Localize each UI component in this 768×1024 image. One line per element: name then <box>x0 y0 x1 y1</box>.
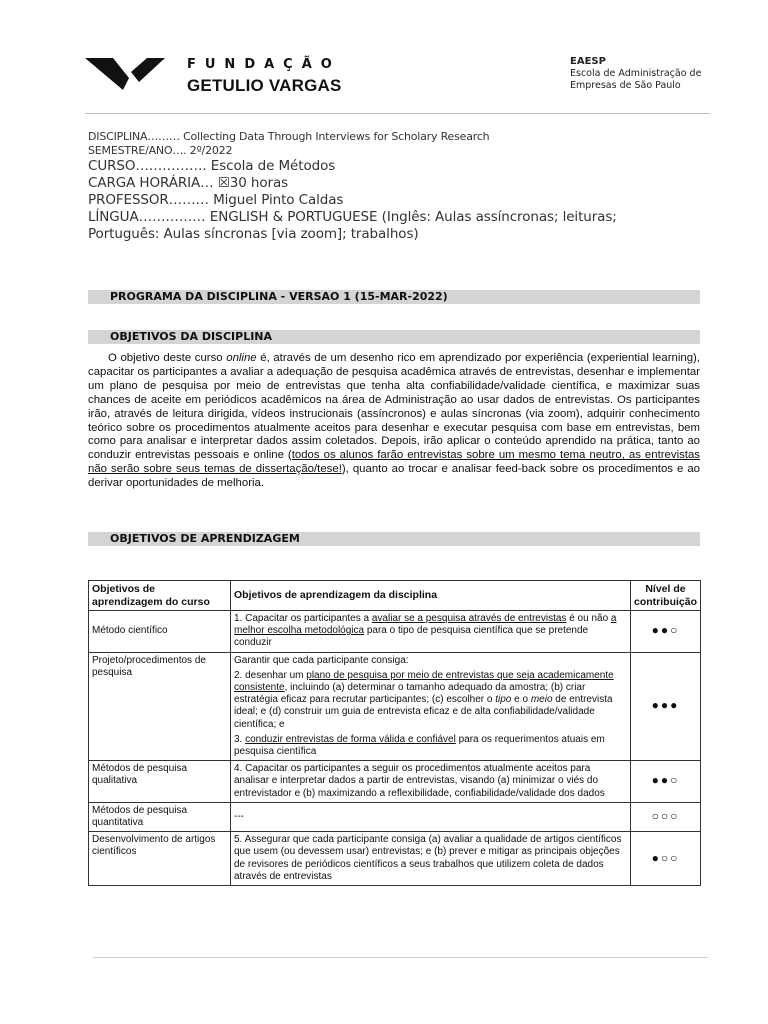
meta-professor: PROFESSOR……… Miguel Pinto Caldas <box>88 192 344 208</box>
table-row <box>89 802 701 831</box>
school-abbr: EAESP <box>570 56 606 67</box>
meta-disciplina: DISCIPLINA……… Collecting Data Through Interviews for Scholary Research <box>88 130 490 143</box>
org-name-line1: FUNDAÇÃO <box>187 57 341 72</box>
course-objective: Projeto/procedimentos de pesquisa <box>89 652 231 761</box>
course-meta <box>88 130 617 243</box>
contribution-level <box>630 761 700 803</box>
table-row <box>89 761 701 803</box>
table-row <box>89 652 701 761</box>
course-objective: Desenvolvimento de artigos científicos <box>89 832 231 886</box>
objective-text: para os requerimentos atuais em pesquisa científica <box>234 733 605 758</box>
discipline-objective <box>231 652 631 761</box>
learning-objectives-table <box>88 580 701 886</box>
org-name-line2: GETULIO VARGAS <box>187 76 342 95</box>
section-aprendizagem: OBJETIVOS DE APRENDIZAGEM <box>88 532 700 546</box>
discipline-objective <box>231 611 631 653</box>
table-row <box>89 611 701 653</box>
header-divider <box>85 113 710 114</box>
course-objective: Métodos de pesquisa qualitativa <box>89 761 231 803</box>
header-course-objectives: Objetivos de aprendizagem do curso <box>89 581 231 611</box>
section-programa: PROGRAMA DA DISCIPLINA - VERSAO 1 (15-MAR-2022) <box>88 290 700 304</box>
objectives-paragraph <box>88 352 700 491</box>
objective-text: 3. <box>234 733 246 745</box>
contribution-level <box>630 652 700 761</box>
school-name <box>570 56 701 92</box>
level-dots: ●●○ <box>651 773 680 788</box>
para-italic-online: online <box>226 352 257 364</box>
course-objective: Método científico <box>89 611 231 653</box>
objective-text: 2. desenhar um <box>234 669 307 681</box>
objective-text: 1. Capacitar os participantes a <box>234 613 372 624</box>
objective-underlined: plano de pesquisa por meio de entrevistas que seja academicamente consistente <box>234 669 614 694</box>
objective-underlined: a melhor escolha metodológica <box>234 613 617 637</box>
objective-intro: Garantir que cada participante consiga: <box>234 654 409 666</box>
school-line1: Escola de Administração de <box>570 68 702 79</box>
meta-carga: CARGA HORÁRIA… ☒30 horas <box>88 175 289 191</box>
level-dots: ●●○ <box>651 623 680 638</box>
para-text-1: O objetivo deste curso <box>108 352 227 364</box>
level-dots: ●●● <box>651 698 680 713</box>
header-contribution-level: Nível de contribuição <box>630 581 700 611</box>
table-row <box>89 832 701 886</box>
level-dots: ●○○ <box>651 850 680 865</box>
objective-underlined: avaliar se a pesquisa através de entrevistas <box>371 613 567 624</box>
para-text-2: é, através de um desenho rico em aprendizado por experiência (experiential learning), capacitar os participantes a avaliar a adequação de pesquisa acadêmica através de entrevistas, desenhar e implementar um plano de pesquisa por meio de entrevistas que tenha alta confiabilidade/validade científica, e maximizar suas chances de aceite em periódicos acadêmicos na área de Administração ao usar dados de entrevistas. Os participantes irão, através de leitura dirigida, vídeos instrucionais (assíncronos) e aulas síncronas (via zoom), adquirir conhecimento teórico sobre os procedimentos atualmente aceitos para desenhar e executar pesquisa com base em entrevistas, bem como para analisar e interpretar dados assim coletados. Depois, irão aplicar o conteúdo aprendido na prática, tanto ao conduzir entrevistas pessoais e online ( <box>88 352 700 462</box>
meta-lingua-line2: Português: Aulas síncronas [via zoom]; trabalhos) <box>88 226 419 242</box>
contribution-level <box>630 802 700 831</box>
footer-divider <box>93 957 708 958</box>
objective-italic: meio <box>530 694 553 706</box>
para-text-3: ), quanto ao trocar e analisar feed-back sobre os procedimentos e ao derivar oportunidades de melhoria. <box>88 463 700 490</box>
meta-curso: CURSO……………. Escola de Métodos <box>88 158 336 174</box>
discipline-objective: --- <box>231 802 631 831</box>
objective-text: para o tipo de pesquisa científica que se pretende conduzir <box>234 625 589 649</box>
objective-text: e o <box>511 694 531 706</box>
objective-italic: tipo <box>495 694 512 706</box>
discipline-objective: 5. Assegurar que cada participante consiga (a) avaliar a qualidade de artigos científicos que usem (ou devessem usar) entrevistas; e (b) prever e mitigar as principais objeções de revisores de periódicos científicos a seus trabalhos que utilizem coleta de dados através de entrevistas <box>231 832 631 886</box>
level-dots: ○○○ <box>651 808 680 823</box>
objective-underlined: conduzir entrevistas de forma válida e confiável <box>245 733 456 745</box>
school-line2: Empresas de São Paulo <box>570 80 681 91</box>
header-discipline-objectives: Objetivos de aprendizagem da disciplina <box>231 581 631 611</box>
contribution-level <box>630 611 700 653</box>
objective-text: é ou não <box>566 613 611 624</box>
para-underlined-note: todos os alunos farão entrevistas sobre um mesmo tema neutro, as entrevistas não serão sobre seus temas de dissertação/tese! <box>88 449 700 476</box>
discipline-objective: 4. Capacitar os participantes a seguir os procedimentos atualmente aceitos para analisar e interpretar dados a partir de entrevistas, visando (a) minimizar o viés do entrevistador e (b) maximizando a reflexibilidade, confiabilidade/validade dos dados <box>231 761 631 803</box>
course-objective: Métodos de pesquisa quantitativa <box>89 802 231 831</box>
contribution-level <box>630 832 700 886</box>
objective-text: de entrevista ideal; e (d) construir um guia de entrevista eficaz e de alta confiabilidade/validade científica; e <box>234 694 613 730</box>
meta-lingua-line1: LÍNGUA…………… ENGLISH & PORTUGUESE (Inglês: Aulas assíncronas; leituras; <box>88 209 617 225</box>
page-header <box>85 52 710 112</box>
fgv-logo-icon <box>85 58 165 92</box>
meta-semestre: SEMESTRE/ANO…. 2º/2022 <box>88 144 233 157</box>
table-header-row <box>89 581 701 611</box>
section-objetivos: OBJETIVOS DA DISCIPLINA <box>88 330 700 344</box>
objective-text: , incluindo (a) determinar o tamanho adequado da amostra; (b) criar estratégia eficaz para recrutar participantes; (c) escolher o <box>234 682 586 706</box>
